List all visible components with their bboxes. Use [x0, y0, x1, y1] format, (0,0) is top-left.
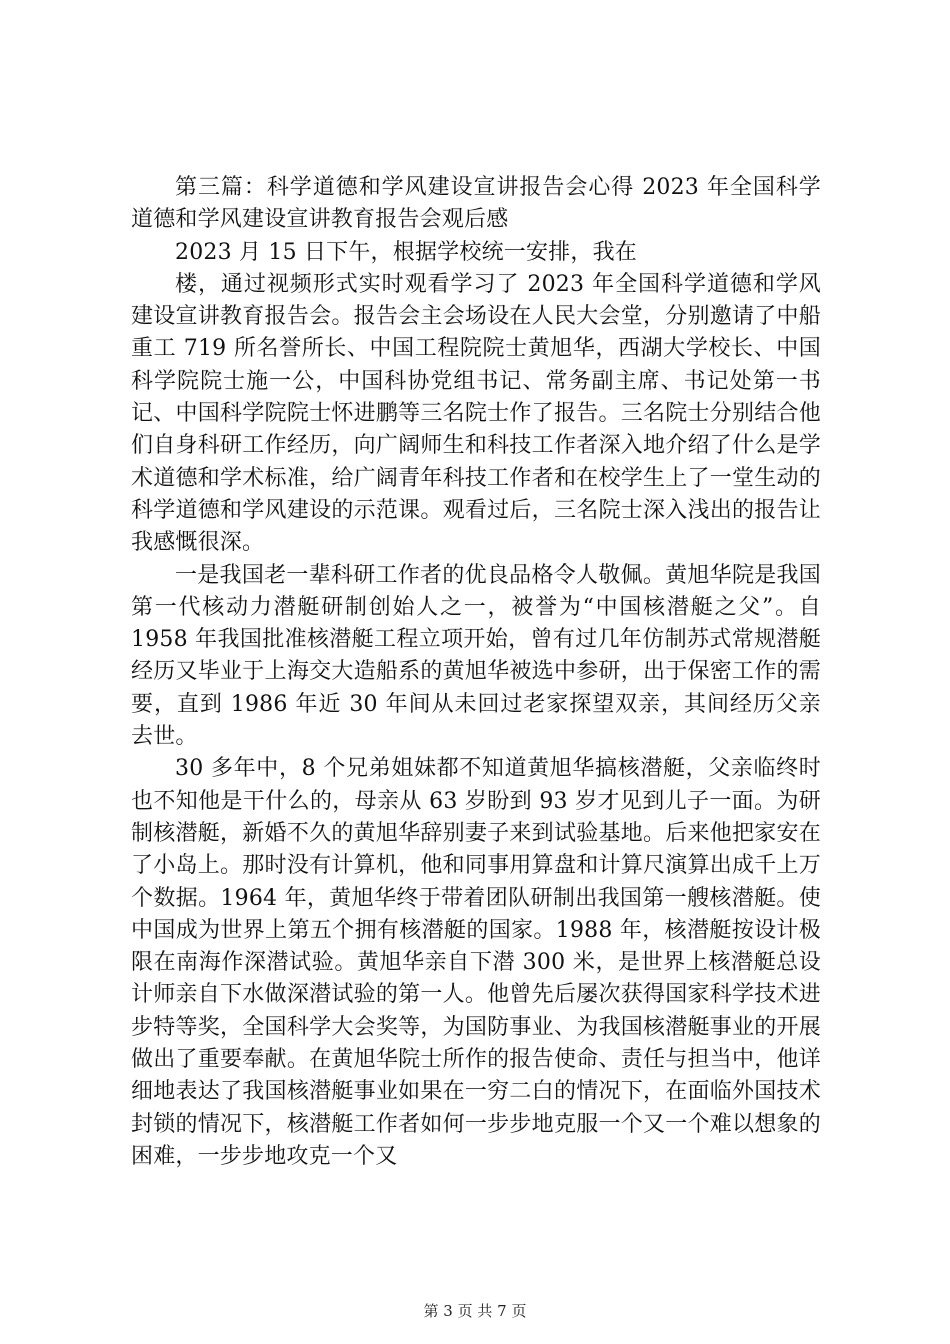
document-body	[131, 172, 821, 1173]
page-footer: 第 3 页 共 7 页	[423, 1302, 527, 1320]
paragraph-intro: 楼，通过视频形式实时观看学习了 2023 年全国科学道德和学风建设宣讲教育报告会。报告会主会场设在人民大会堂，分别邀请了中船重工 719 所名誉所长、中国工程院院士黄旭华，西湖大学校长、中国科学院院士施一公，中国科协党组书记、常务副主席、书记处第一书记、中国科学院院士怀进鹏等三名院士作了报告。三名院士分别结合他们自身科研工作经历，向广阔师生和科技工作者深入地介绍了什么是学术道德和学术标准，给广阔青年科技工作者和在校学生上了一堂生动的科学道德和学风建设的示范课。观看过后，三名院士深入浅出的报告让我感慨很深。	[131, 271, 821, 556]
paragraph-details: 30 多年中，8 个兄弟姐妹都不知道黄旭华搞核潜艇，父亲临终时也不知他是干什么的，母亲从 63 岁盼到 93 岁才见到儿子一面。为研制核潜艇，新婚不久的黄旭华辞别妻子来到试验基地。后来他把家安在了小岛上。那时没有计算机，他和同事用算盘和计算尺演算出成千上万个数据。1964 年，黄旭华终于带着团队研制出我国第一艘核潜艇。使中国成为世界上第五个拥有核潜艇的国家。1988 年，核潜艇按设计极限在南海作深潜试验。黄旭华亲自下潜 300 米，是世界上核潜艇总设计师亲自下水做深潜试验的第一人。他曾先后屡次获得国家科学技术进步特等奖，全国科学大会奖等，为国防事业、为我国核潜艇事业的开展做出了重要奉献。在黄旭华院士所作的报告使命、责任与担当中，他详细地表达了我国核潜艇事业如果在一穷二白的情况下，在面临外国技术封锁的情况下，核潜艇工作者如何一步步地克服一个又一个难以想象的困难，一步步地攻克一个又	[131, 756, 821, 1169]
paragraph-date: 2023 月 15 日下午，根据学校统一安排，我在	[175, 239, 637, 265]
paragraph-point-one: 一是我国老一辈科研工作者的优良品格令人敬佩。黄旭华院是我国第一代核动力潜艇研制创始人之一，被誉为“中国核潜艇之父”。自 1958 年我国批准核潜艇工程立项开始，曾有过几年仿制苏式常规潜艇经历又毕业于上海交大造船系的黄旭华被选中参研，出于保密工作的需要，直到 1986 年近 30 年间从未回过老家探望双亲，其间经历父亲去世。	[131, 562, 821, 750]
paragraph-title: 第三篇：科学道德和学风建设宣讲报告会心得 2023 年全国科学道德和学风建设宣讲教育报告会观后感	[131, 175, 821, 233]
